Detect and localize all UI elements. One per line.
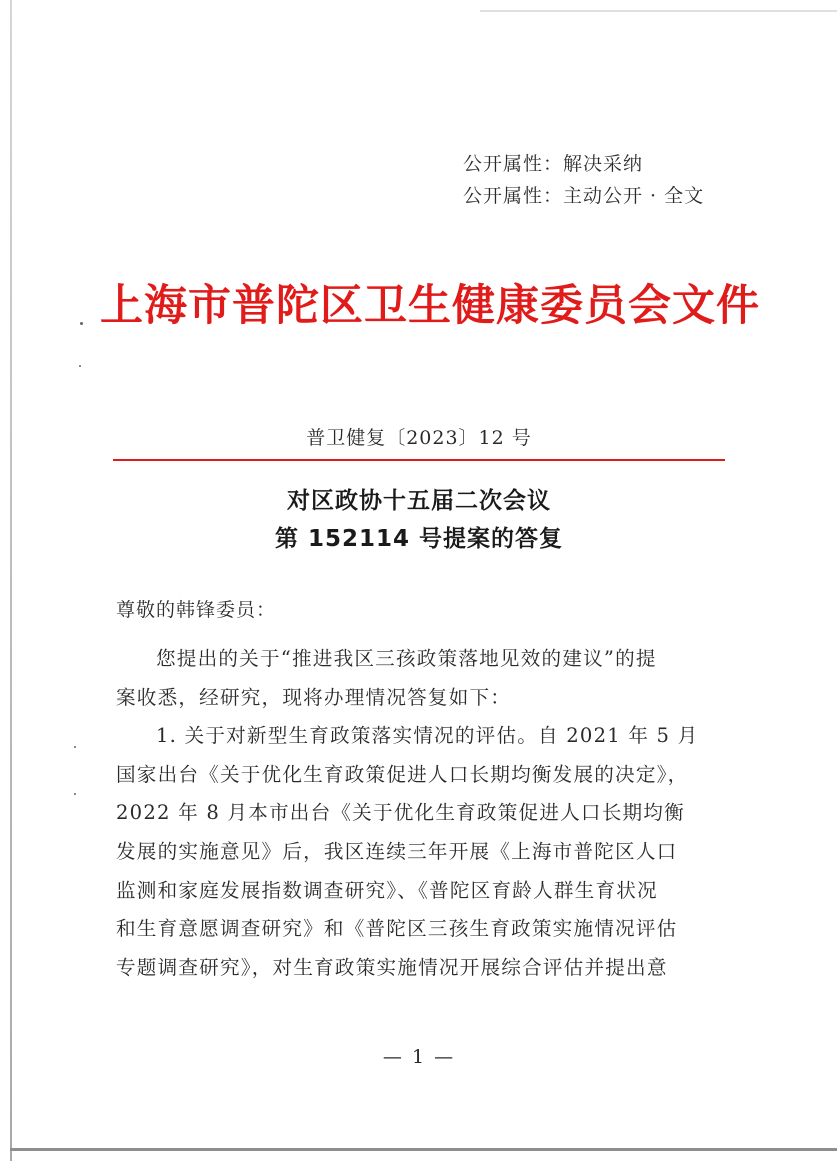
red-divider: [113, 459, 725, 461]
reply-title: [113, 482, 725, 558]
scan-speck: [79, 365, 81, 367]
document-number: 普卫健复〔2023〕12 号: [306, 427, 532, 449]
scan-speck: [80, 322, 83, 325]
disclosure-attributes: [463, 148, 704, 212]
disclosure-attribute-1: 公开属性：解决采纳: [463, 153, 644, 175]
body-line: 您提出的关于“推进我区三孩政策落地见效的建议”的提: [156, 647, 657, 670]
disclosure-attribute-2: 公开属性：主动公开 · 全文: [463, 185, 705, 207]
scan-edge-left: [10, 0, 12, 1161]
scan-edge-bottom: [10, 1148, 837, 1151]
body-text: [116, 640, 720, 987]
body-line: 发展的实施意见》后，我区连续三年开展《上海市普陀区人口: [116, 839, 678, 863]
body-line: 专题调查研究》，对生育政策实施情况开展综合评估并提出意: [116, 955, 668, 979]
body-line: 监测和家庭发展指数调查研究》、《普陀区育龄人群生育状况: [116, 878, 658, 902]
body-line: 国家出台《关于优化生育政策促进人口长期均衡发展的决定》，: [116, 762, 689, 786]
body-line: 和生育意愿调查研究》和《普陀区三孩生育政策实施情况评估: [116, 917, 678, 941]
body-line: 案收悉，经研究，现将办理情况答复如下：: [116, 685, 512, 709]
salutation: 尊敬的韩锋委员：: [116, 599, 277, 621]
reply-title-line-1: 对区政协十五届二次会议: [287, 488, 551, 514]
body-line: 1. 关于对新型生育政策落实情况的评估。自 2021 年 5 月: [156, 724, 699, 748]
scan-speck: [74, 746, 76, 748]
reply-title-line-2: 第 152114 号提案的答复: [274, 526, 564, 552]
scan-edge-top: [480, 10, 837, 12]
body-line: 2022 年 8 月本市出台《关于优化生育政策促进人口长期均衡: [116, 801, 685, 825]
document-header-title: 上海市普陀区卫生健康委员会文件: [100, 281, 760, 331]
page-number: — 1 —: [382, 1046, 456, 1068]
scan-speck: [74, 793, 76, 795]
